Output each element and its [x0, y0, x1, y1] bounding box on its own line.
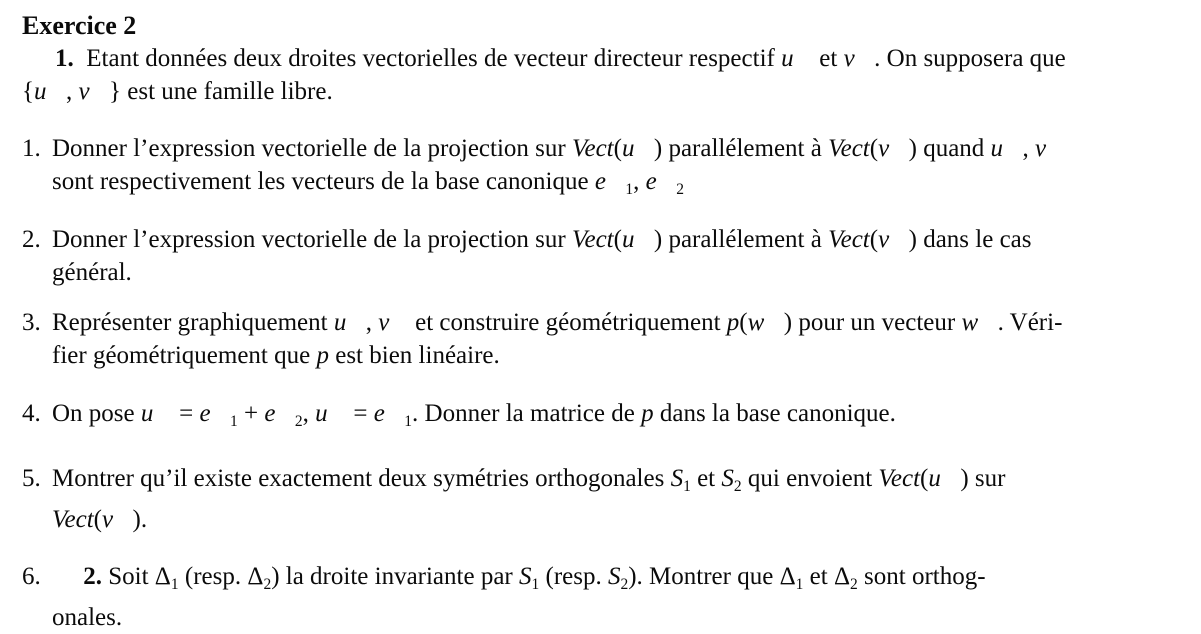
text-segment: Montrer qu’il existe exactement deux symétries orthogonales: [52, 464, 671, 492]
text-segment: et: [813, 45, 844, 72]
text-segment: w⃗: [747, 308, 784, 336]
text-segment: Donner l’expression vectorielle de la projection sur: [52, 135, 572, 162]
text-segment: +: [237, 399, 265, 427]
question-item-1: [22, 132, 1183, 206]
text-segment: 1: [404, 412, 413, 430]
text-segment: e⃗: [645, 168, 677, 195]
item-text: [52, 306, 1183, 372]
text-segment: 1: [625, 180, 634, 198]
text-segment: ) sur: [960, 464, 1006, 492]
text-segment: {: [22, 78, 34, 105]
text-segment: p: [726, 308, 740, 336]
item-number: 6.: [22, 562, 41, 590]
text-segment: (: [869, 225, 879, 253]
item-line: [52, 560, 1183, 601]
text-segment: ) la droite invariante par: [271, 562, 519, 590]
item-text: [52, 223, 1183, 289]
text-segment: fier géométriquement que: [52, 341, 317, 369]
text-segment: 2.: [83, 562, 102, 590]
text-segment: v⃗: [378, 308, 409, 336]
text-segment: u⃗: [140, 399, 173, 427]
text-segment: Donner l’expression vectorielle de la projection sur: [52, 225, 572, 253]
text-segment: =: [347, 399, 374, 427]
question-item-4: [22, 397, 1183, 438]
text-segment: v⃗: [101, 505, 133, 533]
item-number: 5.: [22, 464, 41, 492]
text-segment: 2: [263, 575, 272, 593]
text-segment: (: [920, 464, 929, 492]
text-segment: v⃗: [878, 225, 909, 253]
text-segment: v⃗: [878, 135, 909, 162]
text-segment: u⃗: [621, 135, 654, 162]
item-line: [52, 306, 1183, 339]
text-segment: général.: [52, 258, 132, 286]
text-segment: v⃗: [78, 78, 109, 105]
text-segment: Etant données deux droites vectorielles de vecteur directeur respectif: [73, 45, 782, 72]
text-segment: . Véri-: [997, 308, 1063, 336]
intro-line: [22, 42, 1183, 75]
item-number: 1.: [22, 135, 41, 162]
item-line: [52, 223, 1183, 256]
text-segment: e⃗: [264, 399, 295, 427]
intro-line: [22, 75, 1183, 108]
text-segment: ,: [1022, 135, 1035, 162]
text-segment: Vect: [828, 225, 870, 253]
intro-paragraph: [22, 42, 1183, 108]
item-line: [52, 165, 1183, 206]
text-segment: u⃗: [781, 45, 814, 72]
text-segment: u⃗: [990, 135, 1023, 162]
exercise-title: Exercice 2: [22, 11, 137, 40]
text-segment: Représenter graphiquement: [52, 308, 334, 336]
text-segment: (: [739, 308, 748, 336]
item-line: [52, 397, 1183, 438]
text-segment: 1: [230, 412, 238, 430]
text-segment: et: [690, 464, 722, 492]
text-segment: (: [93, 505, 102, 533]
text-segment: =: [172, 399, 200, 427]
text-segment: sont respectivement les vecteurs de la base canonique: [52, 168, 595, 195]
question-item-2: [22, 223, 1183, 289]
question-item-5: [22, 462, 1183, 536]
text-segment: S: [607, 562, 621, 590]
text-segment: 1: [683, 477, 691, 495]
text-segment: u⃗: [34, 78, 66, 105]
text-segment: (: [613, 135, 622, 162]
text-segment: w⃗: [961, 308, 998, 336]
item-text: [52, 132, 1183, 206]
text-segment: Soit Δ: [102, 562, 171, 590]
text-segment: 2: [294, 412, 303, 430]
text-segment: Vect: [878, 464, 921, 492]
text-segment: . On supposera que: [874, 45, 1066, 72]
text-segment: u⃗: [928, 464, 961, 492]
text-segment: ) pour un vecteur: [783, 308, 962, 336]
text-segment: u⃗: [315, 399, 348, 427]
item-line: [52, 503, 1183, 536]
item-line: [52, 132, 1183, 165]
text-segment: est bien linéaire.: [328, 341, 500, 369]
text-segment: 2: [733, 477, 742, 495]
text-segment: ) quand: [908, 135, 991, 162]
text-segment: 1: [170, 575, 179, 593]
text-segment: Vect: [571, 135, 614, 162]
text-segment: (: [613, 225, 622, 253]
text-segment: e⃗: [594, 168, 626, 195]
text-segment: 2: [620, 575, 629, 593]
text-segment: } est une famille libre.: [109, 78, 333, 105]
text-segment: onales.: [52, 603, 123, 631]
text-segment: ) dans le cas: [908, 225, 1032, 253]
text-segment: 1: [531, 575, 540, 593]
text-segment: Vect: [571, 225, 614, 253]
item-text: [52, 560, 1183, 634]
text-segment: (: [869, 135, 879, 162]
text-segment: ,: [65, 78, 79, 105]
text-segment: e⃗: [199, 399, 230, 427]
text-segment: 2: [676, 180, 684, 198]
text-segment: 2: [850, 575, 858, 593]
item-text: [52, 397, 1183, 438]
question-item-6: [22, 560, 1183, 634]
text-segment: p: [641, 399, 654, 427]
text-segment: On pose: [52, 399, 141, 427]
text-segment: (resp. Δ: [178, 562, 264, 590]
item-line: [52, 339, 1183, 372]
text-segment: et Δ: [803, 562, 851, 590]
text-segment: p: [316, 341, 329, 369]
question-list: [22, 132, 1183, 634]
item-line: [52, 256, 1183, 289]
text-segment: e⃗: [373, 399, 405, 427]
text-segment: ,: [633, 168, 646, 195]
text-segment: u⃗: [333, 308, 366, 336]
item-line: [52, 462, 1183, 503]
text-segment: ). Montrer que Δ: [628, 562, 796, 590]
text-segment: [52, 563, 83, 590]
text-segment: ) parallélement à: [653, 135, 829, 162]
text-segment: qui envoient: [741, 464, 879, 492]
text-segment: Vect: [52, 505, 94, 533]
text-segment: ,: [302, 399, 316, 427]
text-segment: . Donner la matrice de: [412, 399, 642, 427]
text-segment: sont orthog-: [857, 562, 986, 590]
text-segment: 1.: [55, 45, 74, 72]
item-number: 3.: [22, 308, 41, 336]
text-segment: ) parallélement à: [653, 225, 829, 253]
item-line: [52, 601, 1183, 634]
item-text: [52, 462, 1183, 536]
item-number: 4.: [22, 399, 41, 427]
text-segment: S: [721, 464, 734, 492]
item-number: 2.: [22, 225, 41, 253]
text-segment: v⃗: [1035, 135, 1066, 162]
text-segment: (resp.: [539, 562, 608, 590]
text-segment: et construire géométriquement: [408, 308, 727, 336]
text-segment: ,: [365, 308, 379, 336]
text-segment: ).: [132, 505, 148, 533]
text-segment: u⃗: [621, 225, 654, 253]
text-segment: v⃗: [843, 45, 875, 72]
text-segment: 1: [795, 575, 804, 593]
text-segment: Vect: [828, 135, 870, 162]
text-segment: S: [670, 464, 684, 492]
text-segment: S: [519, 562, 532, 590]
text-segment: dans la base canonique.: [653, 399, 896, 427]
question-item-3: [22, 306, 1183, 372]
